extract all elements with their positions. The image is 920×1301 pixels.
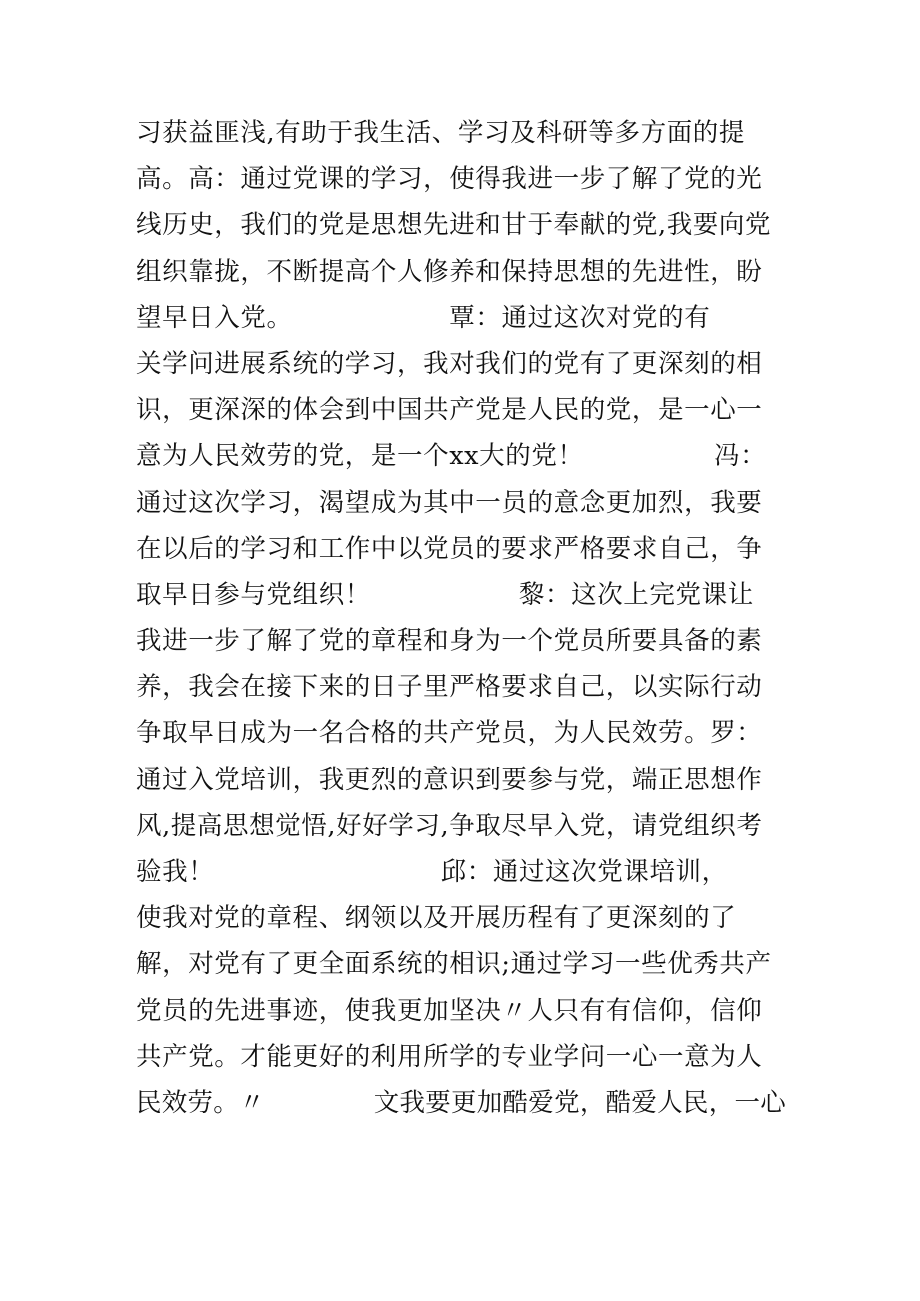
text-line-4: 组织靠拢，不断提高个人修养和保持思想的先进性，盼 <box>136 256 763 287</box>
text-line-22: 民效劳。〃 文我要更加酷爱党，酷爱人民，一心 <box>136 1087 786 1118</box>
text-line-9: 通过这次学习，渴望成为其中一员的意念更加烈，我要 <box>136 487 763 518</box>
text-line-12: 我进一步了解了党的章程和身为一个党员所要具备的素 <box>136 626 763 657</box>
text-line-8: 意为人民效劳的党，是一个xx大的党！ 冯： <box>136 441 767 472</box>
text-line-10: 在以后的学习和工作中以党员的要求严格要求自己，争 <box>136 533 763 564</box>
text-line-13: 养，我会在接下来的日子里严格要求自己，以实际行动 <box>136 672 763 703</box>
text-line-16: 风,提高思想觉悟,好好学习,争取尽早入党，请党组织考 <box>136 810 763 841</box>
text-line-2: 高。高：通过党课的学习，使得我进一步了解了党的光 <box>136 164 763 195</box>
text-line-20: 党员的先进事迹，使我更加坚决〃人只有有信仰，信仰 <box>136 995 763 1026</box>
body-text <box>136 110 786 1126</box>
text-line-6: 关学问进展系统的学习，我对我们的党有了更深刻的相 <box>136 348 763 379</box>
text-line-1: 习获益匪浅,有助于我生活、学习及科研等多方面的提 <box>136 118 746 148</box>
text-line-11: 取早日参与党组织！ 黎：这次上完党课让 <box>136 579 754 610</box>
text-line-21: 共产党。才能更好的利用所学的专业学问一心一意为人 <box>136 1041 763 1072</box>
text-line-17: 验我！ 邱：通过这次党课培训， <box>136 857 728 887</box>
text-line-3: 线历史，我们的党是思想先进和甘于奉献的党,我要向党 <box>136 210 772 241</box>
text-line-19: 解，对党有了更全面系统的相识;通过学习一些优秀共产 <box>136 949 772 980</box>
text-line-14: 争取早日成为一名合格的共产党员，为人民效劳。罗： <box>136 718 763 749</box>
text-line-5: 望早日入党。 覃：通过这次对党的有 <box>136 302 711 333</box>
text-line-7: 识，更深深的体会到中国共产党是人民的党，是一心一 <box>136 395 763 426</box>
text-line-15: 通过入党培训，我更烈的意识到要参与党，端正思想作 <box>136 764 763 795</box>
text-line-18: 使我对党的章程、纲领以及开展历程有了更深刻的了 <box>136 903 737 934</box>
